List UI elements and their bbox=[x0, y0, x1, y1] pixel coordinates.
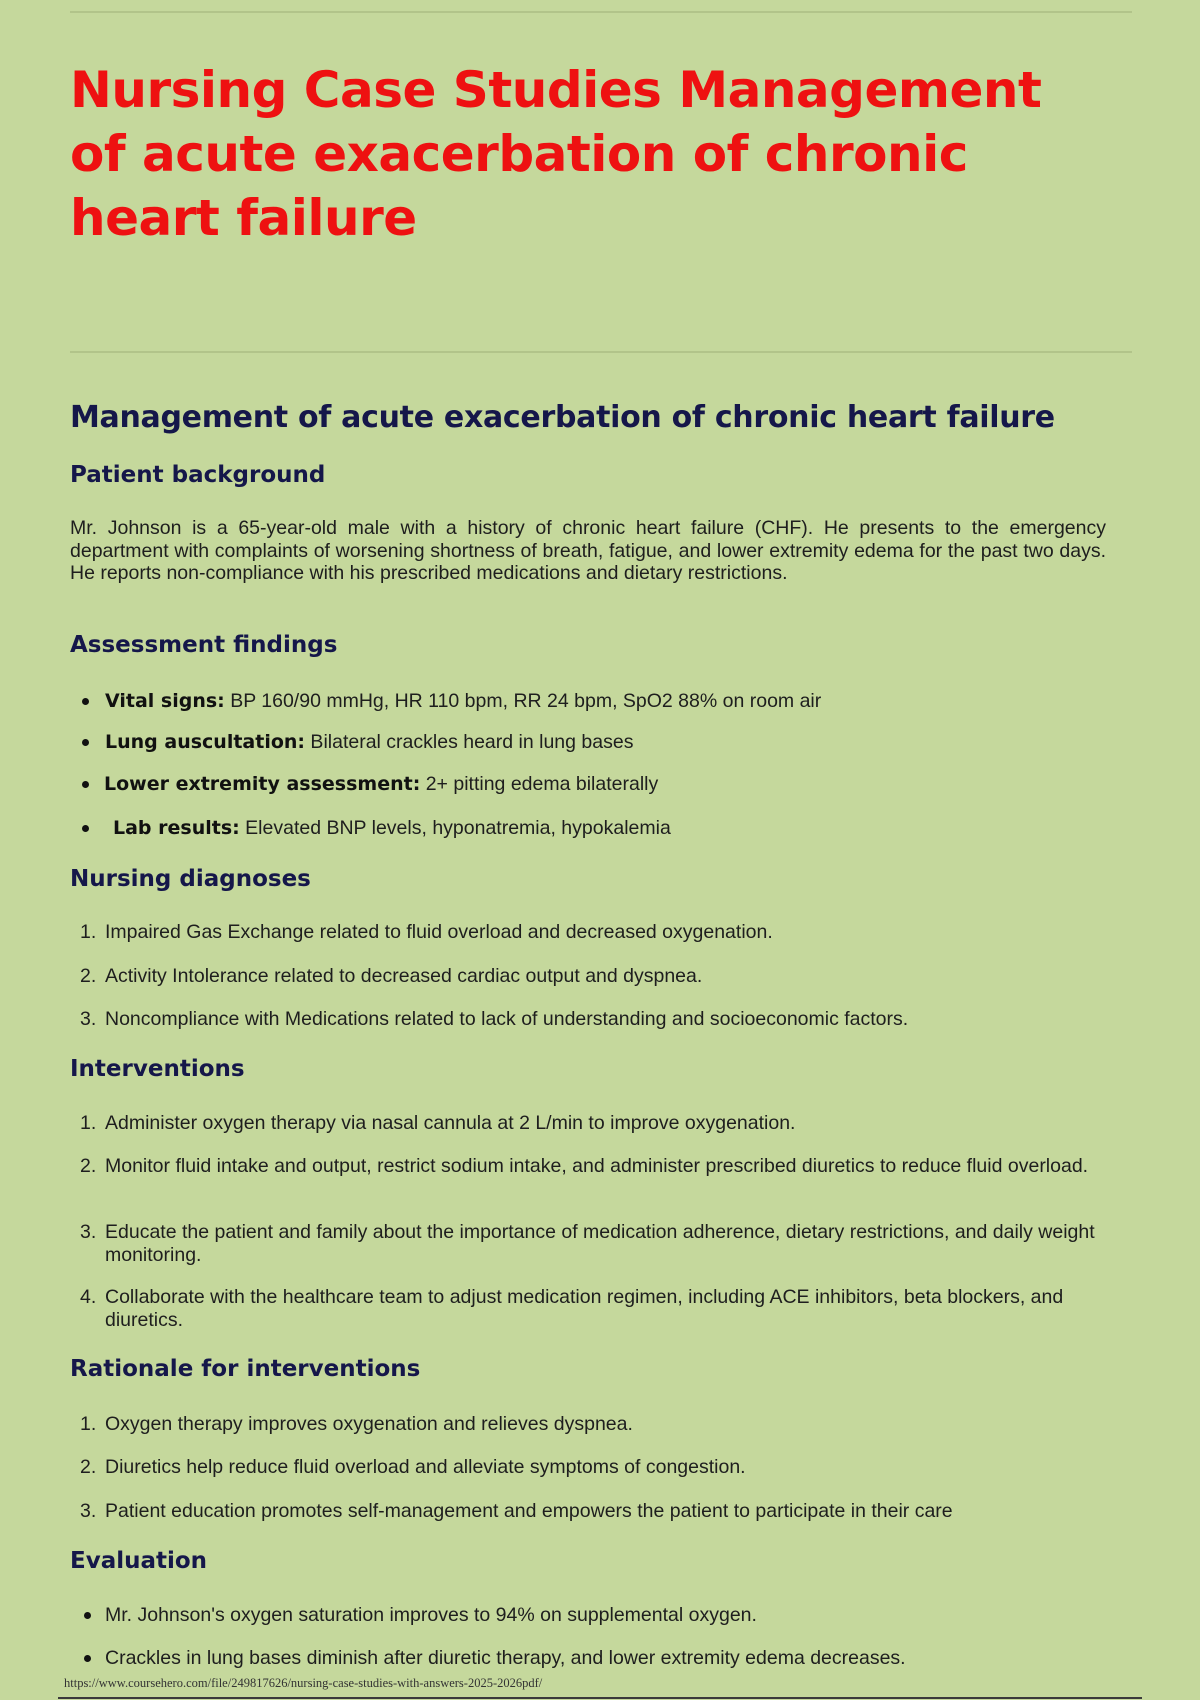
item-text: Collaborate with the healthcare team to adjust medication regimen, including ACE inhibitors, beta blockers, and diuretics. bbox=[105, 1286, 1064, 1331]
bullet-icon bbox=[82, 698, 89, 705]
item-number: 2. bbox=[80, 1155, 97, 1177]
bottom-divider bbox=[58, 1697, 1142, 1699]
item-text: Patient education promotes self-management and empowers the patient to participate in their care bbox=[105, 1500, 953, 1522]
bullet-icon bbox=[84, 1612, 91, 1619]
item-label: Lower extremity assessment: bbox=[104, 773, 421, 795]
item-text: 2+ pitting edema bilaterally bbox=[420, 773, 659, 795]
item-number: 2. bbox=[80, 965, 97, 987]
rationale-heading: Rationale for interventions bbox=[70, 1356, 421, 1382]
assessment-heading: Assessment findings bbox=[70, 632, 338, 658]
interventions-heading: Interventions bbox=[70, 1056, 245, 1082]
item-text: Diuretics help reduce fluid overload and alleviate symptoms of congestion. bbox=[105, 1456, 746, 1478]
item-number: 3. bbox=[80, 1221, 97, 1243]
item-text: Educate the patient and family about the importance of medication adherence, dietary restrictions, and daily weight monitoring. bbox=[105, 1221, 1095, 1266]
source-url-link[interactable]: https://www.coursehero.com/file/249817626/nursing-case-studies-with-answers-2025-2026pdf/ bbox=[64, 1676, 543, 1690]
diagnoses-heading: Nursing diagnoses bbox=[70, 866, 311, 892]
item-text: Monitor fluid intake and output, restrict sodium intake, and administer prescribed diuretics to reduce fluid overload. bbox=[105, 1155, 1089, 1177]
item-number: 4. bbox=[80, 1286, 97, 1308]
item-text: Mr. Johnson's oxygen saturation improves to 94% on supplemental oxygen. bbox=[105, 1604, 757, 1626]
evaluation-heading: Evaluation bbox=[70, 1548, 208, 1574]
item-text: Administer oxygen therapy via nasal cannula at 2 L/min to improve oxygenation. bbox=[105, 1112, 796, 1134]
patient-background-heading: Patient background bbox=[70, 462, 326, 488]
item-number: 2. bbox=[80, 1456, 97, 1478]
item-text: Activity Intolerance related to decreased cardiac output and dyspnea. bbox=[105, 965, 703, 987]
title-divider bbox=[70, 351, 1132, 353]
bullet-icon bbox=[82, 781, 89, 788]
section-title: Management of acute exacerbation of chronic heart failure bbox=[70, 400, 1055, 435]
item-label: Vital signs: bbox=[105, 690, 225, 712]
item-text: Bilateral crackles heard in lung bases bbox=[305, 731, 634, 753]
item-number: 3. bbox=[80, 1008, 97, 1030]
document-title: Nursing Case Studies Management of acute exacerbation of chronic heart failure bbox=[70, 61, 1042, 247]
item-label: Lab results: bbox=[113, 817, 240, 839]
bullet-icon bbox=[82, 825, 89, 832]
item-text: BP 160/90 mmHg, HR 110 bpm, RR 24 bpm, SpO2 88% on room air bbox=[224, 690, 822, 712]
item-number: 1. bbox=[80, 1112, 97, 1134]
item-number: 3. bbox=[80, 1500, 97, 1522]
item-text: Oxygen therapy improves oxygenation and relieves dyspnea. bbox=[105, 1413, 633, 1435]
top-divider bbox=[70, 11, 1132, 13]
item-number: 1. bbox=[80, 1413, 97, 1435]
item-text: Crackles in lung bases diminish after diuretic therapy, and lower extremity edema decreases. bbox=[105, 1647, 906, 1669]
item-label: Lung auscultation: bbox=[105, 731, 306, 753]
patient-background-text: Mr. Johnson is a 65-year-old male with a history of chronic heart failure (CHF). He presents to the emergency department with complaints of worsening shortness of breath, fatigue, and lower extremity edema for the past two days. He reports non-compliance with his prescribed medications and dietary restrictions. bbox=[70, 517, 1106, 584]
bullet-icon bbox=[84, 1655, 91, 1662]
bullet-icon bbox=[82, 739, 89, 746]
item-text: Impaired Gas Exchange related to fluid overload and decreased oxygenation. bbox=[105, 921, 773, 943]
item-text: Elevated BNP levels, hyponatremia, hypokalemia bbox=[239, 817, 671, 839]
item-number: 1. bbox=[80, 921, 97, 943]
item-text: Noncompliance with Medications related to lack of understanding and socioeconomic factors. bbox=[105, 1008, 909, 1030]
